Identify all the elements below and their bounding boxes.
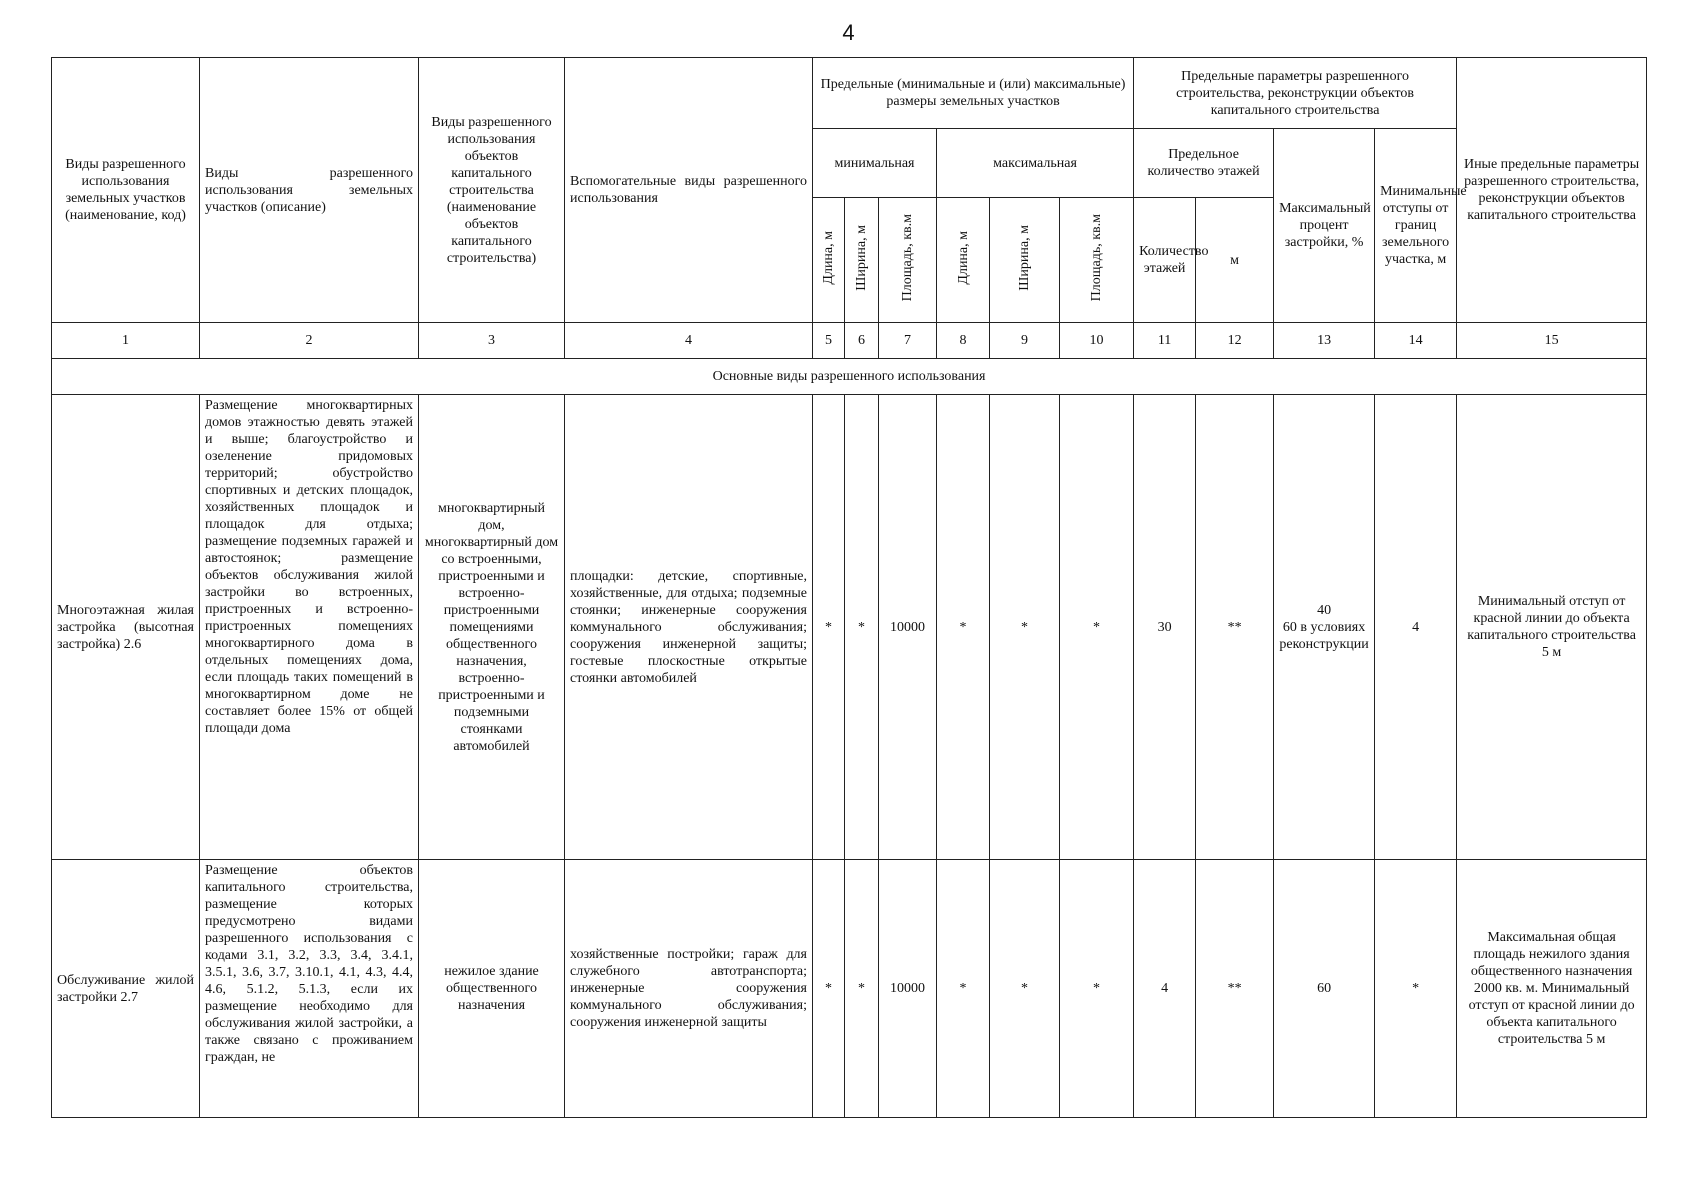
min-area: 10000 [879,860,937,1118]
capital-objects: многоквартирный дом, многоквартирный дом со встроенными, пристроенными и встроенно-пристроенными помещениями общественного назначения, встроенно-пристроенными и подземными стоянками автомобилей [419,395,565,860]
land-use-name: Обслуживание жилой застройки 2.7 [52,860,200,1118]
header-group-params: Предельные параметры разрешенного строительства, реконструкции объектов капитального строительства [1134,58,1457,129]
header-col13: Максимальный процент застройки, % [1274,129,1375,323]
header-col6: Ширина, м [845,198,879,323]
column-number: 3 [419,323,565,359]
column-number: 10 [1060,323,1134,359]
land-use-name: Многоэтажная жилая застройка (высотная застройка) 2.6 [52,395,200,860]
min-area: 10000 [879,395,937,860]
header-col7: Площадь, кв.м [879,198,937,323]
zoning-table [51,57,1647,1118]
column-number: 9 [990,323,1060,359]
column-number: 7 [879,323,937,359]
column-number: 8 [937,323,990,359]
other-params: Максимальная общая площадь нежилого здания общественного назначения 2000 кв. м. Минимальный отступ от красной линии до объекта капитального строительства 5 м [1457,860,1647,1118]
header-col11: Количество этажей [1134,198,1196,323]
column-number: 13 [1274,323,1375,359]
header-col10: Площадь, кв.м [1060,198,1134,323]
header-col9: Ширина, м [990,198,1060,323]
height-m: ** [1196,860,1274,1118]
column-number: 4 [565,323,813,359]
header-col3: Виды разрешенного использования объектов капитального строительства (наименование объектов капитального строительства) [419,58,565,323]
header-col1: Виды разрешенного использования земельных участков (наименование, код) [52,58,200,323]
column-number-row [52,323,1647,359]
header-col8: Длина, м [937,198,990,323]
header-col4: Вспомогательные виды разрешенного использования [565,58,813,323]
header-row-1 [52,58,1647,129]
header-col5: Длина, м [813,198,845,323]
section-title: Основные виды разрешенного использования [52,359,1647,395]
header-col12: м [1196,198,1274,323]
land-use-description: Размещение объектов капитального строительства, размещение которых предусмотрено видами разрешенного использования с кодами 3.1, 3.2, 3.3, 3.4, 3.4.1, 3.5.1, 3.6, 3.7, 3.10.1, 4.1, 4.3, 4.4, 4.6, 5.1.2, 5.1.3, если их размещение необходимо для обслуживания жилой застройки, а также связано с проживанием граждан, не [200,860,419,1118]
column-number: 1 [52,323,200,359]
column-number: 12 [1196,323,1274,359]
height-m: ** [1196,395,1274,860]
floor-count: 30 [1134,395,1196,860]
setback: 4 [1375,395,1457,860]
header-col2: Виды разрешенного использования земельных участков (описание) [200,58,419,323]
min-length: * [813,395,845,860]
header-floors-group: Предельное количество этажей [1134,129,1274,198]
auxiliary-uses: площадки: детские, спортивные, хозяйственные, для отдыха; подземные стоянки; инженерные сооружения коммунального обслуживания; сооружения инженерной защиты; гостевые плоскостные открытые стоянки автомобилей [565,395,813,860]
auxiliary-uses: хозяйственные постройки; гараж для служебного автотранспорта; инженерные сооружения коммунального обслуживания; сооружения инженерной защиты [565,860,813,1118]
column-number: 14 [1375,323,1457,359]
build-percent: 60 [1274,860,1375,1118]
column-number: 15 [1457,323,1647,359]
header-col14: Минимальные отступы от границ земельного участка, м [1375,129,1457,323]
max-length: * [937,395,990,860]
column-number: 11 [1134,323,1196,359]
header-group-sizes: Предельные (минимальные и (или) максимальные) размеры земельных участков [813,58,1134,129]
header-min: минимальная [813,129,937,198]
column-number: 5 [813,323,845,359]
section-row [52,359,1647,395]
other-params: Минимальный отступ от красной линии до объекта капитального строительства 5 м [1457,395,1647,860]
max-width: * [990,395,1060,860]
max-length: * [937,860,990,1118]
min-length: * [813,860,845,1118]
table-row [52,395,1647,860]
capital-objects: нежилое здание общественного назначения [419,860,565,1118]
build-percent: 40 60 в условиях реконструкции [1274,395,1375,860]
setback: * [1375,860,1457,1118]
max-area: * [1060,395,1134,860]
min-width: * [845,395,879,860]
column-number: 6 [845,323,879,359]
min-width: * [845,860,879,1118]
max-width: * [990,860,1060,1118]
max-area: * [1060,860,1134,1118]
column-number: 2 [200,323,419,359]
header-max: максимальная [937,129,1134,198]
header-col15: Иные предельные параметры разрешенного строительства, реконструкции объектов капитального строительства [1457,58,1647,323]
land-use-description: Размещение многоквартирных домов этажностью девять этажей и выше; благоустройство и озеленение придомовых территорий; обустройство спортивных и детских площадок, хозяйственных площадок и площадок для отдыха; размещение подземных гаражей и автостоянок; размещение объектов обслуживания жилой застройки во встроенных, пристроенных и встроенно-пристроенных помещениях многоквартирного дома в отдельных помещениях дома, если площадь таких помещений в многоквартирном доме не составляет более 15% от общей площади дома [200,395,419,860]
page-number: 4 [842,20,855,45]
floor-count: 4 [1134,860,1196,1118]
table-row [52,860,1647,1118]
